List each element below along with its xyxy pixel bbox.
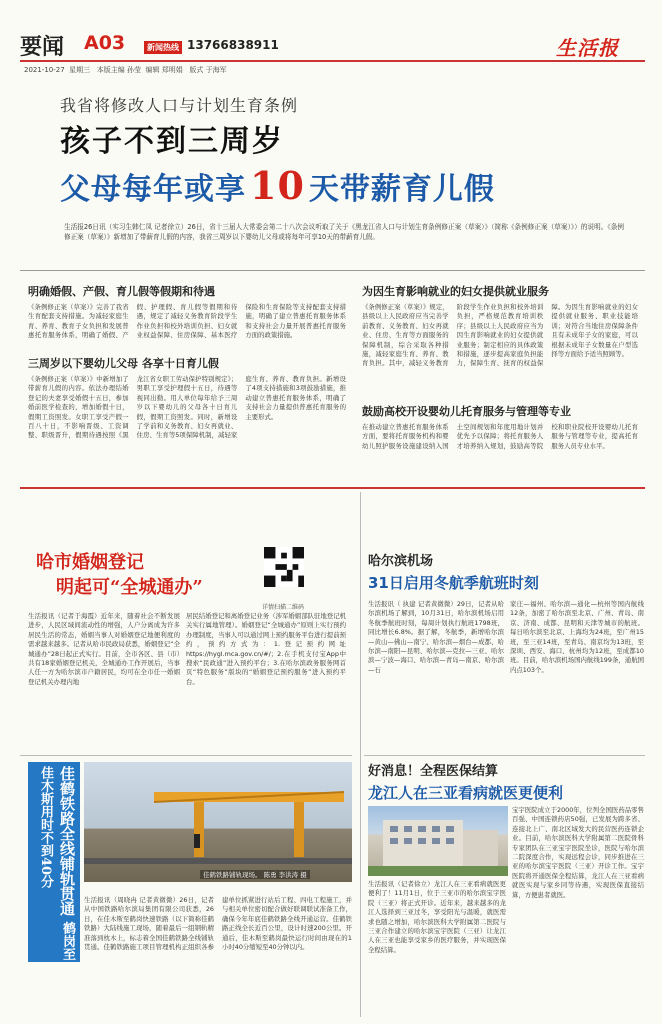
lead-kicker: 我省将修改人口与计划生育条例 xyxy=(60,96,299,115)
lead-section-4-body: 在推动建立普惠托育服务体系方面，要将托育服务机构和婴幼儿照护服务设施建设纳入国土空间规划和年度用地计划并优先予以保障；将托育服务人才培养纳入规划，鼓励高等院校和职业院校开设婴幼儿托育服务与管理等专业，提高托育服务人员专业水平。 xyxy=(362,423,638,450)
railway-vertical-title xyxy=(30,766,78,961)
masthead xyxy=(0,0,662,80)
airport-kicker: 哈尔滨机场 xyxy=(368,554,434,569)
rail-crane-icon xyxy=(84,762,352,882)
page-divider xyxy=(20,487,645,489)
lead-subheadline xyxy=(60,163,495,208)
airport-headline: 31日启用冬航季航班时刻 xyxy=(368,574,539,592)
section-name: 要闻 xyxy=(20,34,65,60)
airport-body-left: 生活报讯（ 执建 记者黄微微）29日，记者从哈尔滨机场了解到，10月31日，哈尔滨机场启用冬航季航班时刻，每周计划执行航班1798班，同比增长6.8%。据了解，冬航季，新增哈尔滨—黄山—佛山—南宁、哈尔滨—烟台—成都、哈尔滨—南阳—昆明、哈尔滨—克拉—三亚、哈尔滨—宁波—海口、哈尔滨—青岛—南京、哈尔滨—石 xyxy=(368,600,504,674)
column-divider xyxy=(360,492,361,1017)
medical-kicker: 好消息！全程医保结算 xyxy=(368,764,499,779)
lead-section-4-title: 鼓励高校开设婴幼儿托育服务与管理等专业 xyxy=(362,405,571,418)
marriage-title-2: 明起可“全城通办” xyxy=(56,577,203,598)
hotline-number: 13766838911 xyxy=(187,38,279,52)
lead-headline: 孩子不到三周岁 xyxy=(60,124,284,159)
lead-divider xyxy=(20,270,645,271)
lead-section-1-body: 《条例修正案（草案）》完善了我省生育配套支持措施。为减轻家庭生育、养育、教育子女负担和发展普惠托育服务体系，明确了婚假、产假、护理假、育儿假等假期和待遇，规定了减轻义务教育阶段学生作业负担和校外培训负担、妇女就业权益保障、住房保障、基本医疗保险和生育保险等支持配套支持措施，明确了建立普惠托育服务体系和支持社会力量开展普惠托育服务方面的政策措施。 xyxy=(28,303,346,340)
section-divider-right xyxy=(364,755,645,756)
medical-body-right: 宝宇医院成立于2000年，位列全国医药品零售百强、中国连锁药店50强，已发展为跨多省、连接北上广、南北区域发大的民营医药连锁企业。目前，哈尔滨医科大学附属第二医院骨科专家团队在三亚宝宇医院坐诊，医院与哈尔滨二院深度合作，实现远程会诊，同步推进在三亚的哈尔滨宝宇医院（三亚）开诊工作。宝宇医院将开通医保全程结算，龙江人在三亚看病就医实现与家乡同等待遇，实现医保直接结算，方便患者就医。 xyxy=(512,806,644,899)
issue-info: 2021-10-27 星期三 本版主编 孙莹 编辑 郑明娟 版式 于海军 xyxy=(24,66,227,74)
railway-body: 生活报讯（周晓冉 记者黄微微）26日，记者从中国铁路哈尔滨局集团有限公司获悉，26日，在佳木斯至鹤岗快速铁路（以下简称佳鹤铁路）大陆线施工现场，随着最后一组钢轨精准落到枕木上，标志着全国佳鹤铁路全线铺轨贯通。佳鹤铁路施工项目管理机构正组织各参建单位抓紧进行站后工程、四电工程施工，并与相关单位密切配合做好联调联试准备工作，确保今年年底佳鹤铁路全线开通运营。佳鹤铁路正线全长近百公里，设计时速200公里。开通后，佳木斯至鹤岗最快运行时间由现在的1小时40分缩短至40分钟以内。 xyxy=(84,896,352,952)
railway-photo-caption: 佳鹤铁路铺轨现场。 陈勇 李洪涛 摄 xyxy=(200,870,310,879)
lead-section-2-title: 三周岁以下婴幼儿父母 各享十日育儿假 xyxy=(28,357,219,370)
masthead-divider xyxy=(20,60,645,62)
lead-section-2-body: 《条例修正案（草案）》中新增加了带薪育儿假的内容。依法办理结婚登记的夫妻享受婚假十五日，参加婚前医学检查的，增加婚假十日，假期工资照发。女职工享受产假一百八十日，不影响晋级、工资调整、职级晋升，假期待遇按照《黑龙江省女职工劳动保护特别规定》；男职工享受护理假十五日，待遇等视同出勤。用人单位每年给予三周岁以下婴幼儿的父母各十日育儿假，假期工资照发。同时，新增设了学前和义务教育、妇女再就业、住房、生育等5项保障机制，减轻家庭生育、养育、教育负担。新增设了4项支持措施和3项鼓励措施，推动建立普惠托育服务体系，明确了支持社会力量提供普惠托育服务的主要形式。 xyxy=(28,375,346,440)
medical-headline: 龙江人在三亚看病就医更便利 xyxy=(368,784,564,802)
section-divider xyxy=(20,755,352,756)
lead-section-1-title: 明确婚假、产假、育儿假等假期和待遇 xyxy=(28,285,215,298)
railway-photo xyxy=(84,762,352,882)
marriage-body-left: 生活报讯（记者于海霞）近年来，随着社会不断发展进步，人民区域间流动性的增强，人户分离成为许多居民生活的常态，婚姻当事人对婚姻登记地便利度的需求越来越多。记者从哈市民政局获悉，婚姻登记“全城通办”28日起正式实行。目前，全市各区、县（市）共有18家婚姻登记机关，全城通办工作开展后，当事人任一方为哈尔滨市户籍居民，均可在全市任一婚姻登记机关办理内地 xyxy=(28,612,180,686)
qr-caption: 详情扫描二维码 xyxy=(262,604,305,611)
subheadline-number: 10 xyxy=(250,163,305,208)
railway-title-2: 鹤岗至佳木斯用时不到40分 xyxy=(38,766,75,961)
page-number: A03 xyxy=(84,32,126,54)
hospital-building-icon xyxy=(368,806,508,876)
hospital-photo xyxy=(368,806,508,876)
medical-body-left: 生活报讯（记者徐立）龙江人在三亚看病就医更便利了！11月1日，位于三亚市的哈尔滨宝宇医院（三亚）将正式开诊。近年来，越来越多的龙江人选择到三亚过冬，享受阳光与温暖，就医需求也随之增加，哈尔滨医科大学附属第二医院与三亚合作建立的哈尔滨宝宇医院（三亚）让龙江人在三亚也能享受家乡的医疗服务，并实现医保全程结算。 xyxy=(368,880,506,954)
qr-code-icon xyxy=(264,547,304,587)
subheadline-part1: 父母每年或享 xyxy=(60,172,246,207)
railway-title-1: 佳鹤铁路全线铺轨贯通 xyxy=(58,766,76,916)
hotline-badge: 新闻热线 xyxy=(144,41,182,54)
marriage-body-right: 居民结婚登记和离婚登记业务（涉军婚姻部队驻地登记机关实行属地管理）。婚姻登记“全城通办”原则上实行预约办理制度，当事人可以通过网上预约服务平台进行提前预约，预约方式为：1.登记预约网址https://hygl.mca.gov.cn/#/；2.在手机支付宝App中搜索“民政通”进入预约平台；3.在哈尔滨政务服务网首页“特色服务”版块的“婚姻登记预约服务”进入预约平台。 xyxy=(186,612,346,686)
marriage-title-1: 哈市婚姻登记 xyxy=(36,552,144,573)
subheadline-part2: 天带薪育儿假 xyxy=(308,172,495,207)
airport-body-right: 家庄—福州、哈尔滨—通化—杭州等国内航线12条，加密了哈尔滨至北京、广州、青岛、南京、济南、成都、昆明和天津等城市的航班。每日哈尔滨至北京、上海均为24班，至广州15班，至三亚14班，至青岛、南京均为13班，至深圳、西安、海口、杭州均为12班，至成都10班。目前，哈尔滨机场国内航线199条，通航国内点103个。 xyxy=(510,600,644,674)
lead-section-3-body: 《条例修正案（草案）》规定，县级以上人民政府应当完善学前教育、义务教育、妇女再就业、住房、生育等方面服务的保障机制，综合采取各种措施，减轻家庭生育、养育、教育负担。其中，减轻义务教育阶段学生作业负担和校外培训负担，严格规范教育培训秩序；县级以上人民政府应当为因生育影响就业的妇女提供就业服务；制定相应的具体政策和措施，逐步提高家庭负担能力，保障生育、抚育的权益保障。为因生育影响就业的妇女提供就业服务、职业技能培训；对符合当地住房保障条件且有未成年子女的家庭，可以根据未成年子女数量在户型选择等方面给予适当照顾等。 xyxy=(362,303,638,368)
newspaper-logo: 生活报 xyxy=(556,36,619,60)
lead-section-3-title: 为因生育影响就业的妇女提供就业服务 xyxy=(362,285,549,298)
lead-intro: 生活报26日讯（实习生韩仁凤 记者徐立）26日，省十三届人大常委会第二十八次会议听取了关于《黑龙江省人口与计划生育条例修正案（草案）》（简称《条例修正案（草案）》）的说明。《条例修正案（草案）》新增加了带薪育儿假的内容，我省三周岁以下婴幼儿父母或将每年可享10天的带薪育儿假。 xyxy=(64,223,624,241)
